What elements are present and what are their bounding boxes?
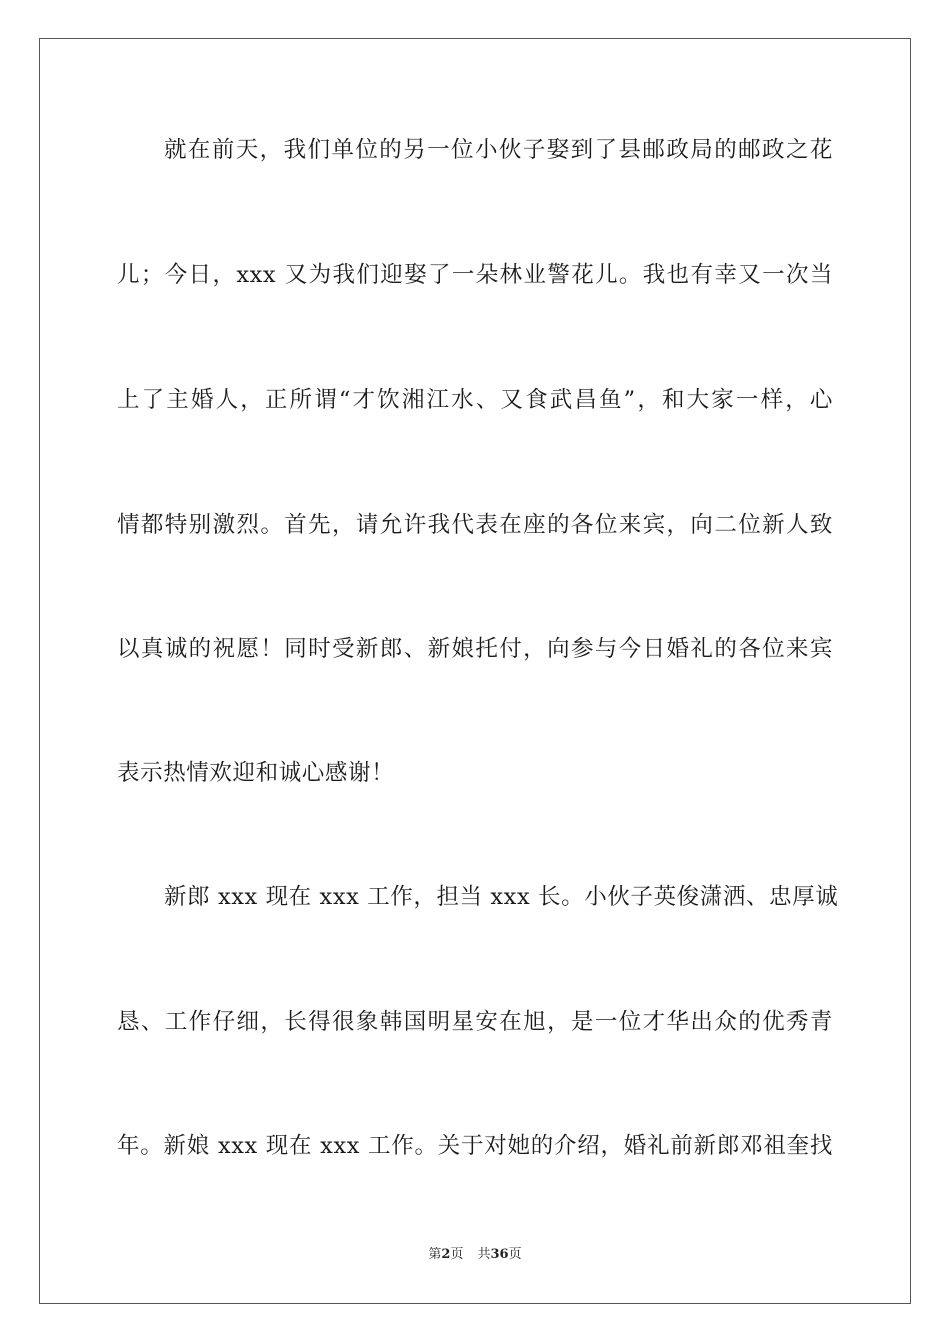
page-border bbox=[39, 38, 911, 1304]
total-prefix: 共 bbox=[477, 1247, 491, 1262]
page-current: 2 bbox=[441, 1247, 451, 1262]
total-unit: 页 bbox=[508, 1247, 522, 1262]
paragraph-1-line-2: 儿；今日，xxx 又为我们迎娶了一朵林业警花儿。我也有幸又一次当 bbox=[117, 262, 833, 288]
paragraph-2-line-2: 恳、工作仔细，长得很象韩国明星安在旭，是一位才华出众的优秀青 bbox=[117, 1009, 833, 1035]
paragraph-2-line-3: 年。新娘 xxx 现在 xxx 工作。关于对她的介绍，婚礼前新郎邓祖奎找 bbox=[117, 1133, 833, 1159]
paragraph-1-line-6: 表示热情欢迎和诚心感谢！ bbox=[117, 760, 395, 786]
page-unit: 页 bbox=[450, 1247, 464, 1262]
paragraph-1-line-4: 情都特别激烈。首先，请允许我代表在座的各位来宾，向二位新人致 bbox=[117, 512, 833, 538]
paragraph-1-line-5: 以真诚的祝愿！同时受新郎、新娘托付，向参与今日婚礼的各位来宾 bbox=[117, 636, 833, 662]
paragraph-1-line-3: 上了主婚人，正所谓“才饮湘江水、又食武昌鱼”，和大家一样，心 bbox=[117, 387, 833, 413]
page-total: 36 bbox=[490, 1247, 509, 1262]
page-prefix: 第 bbox=[428, 1247, 442, 1262]
paragraph-2-line-1: 新郎 xxx 现在 xxx 工作，担当 xxx 长。小伙子英俊潇洒、忠厚诚 bbox=[164, 884, 839, 910]
paragraph-1-line-1: 就在前天，我们单位的另一位小伙子娶到了县邮政局的邮政之花 bbox=[164, 137, 833, 163]
page-footer bbox=[0, 1246, 950, 1264]
